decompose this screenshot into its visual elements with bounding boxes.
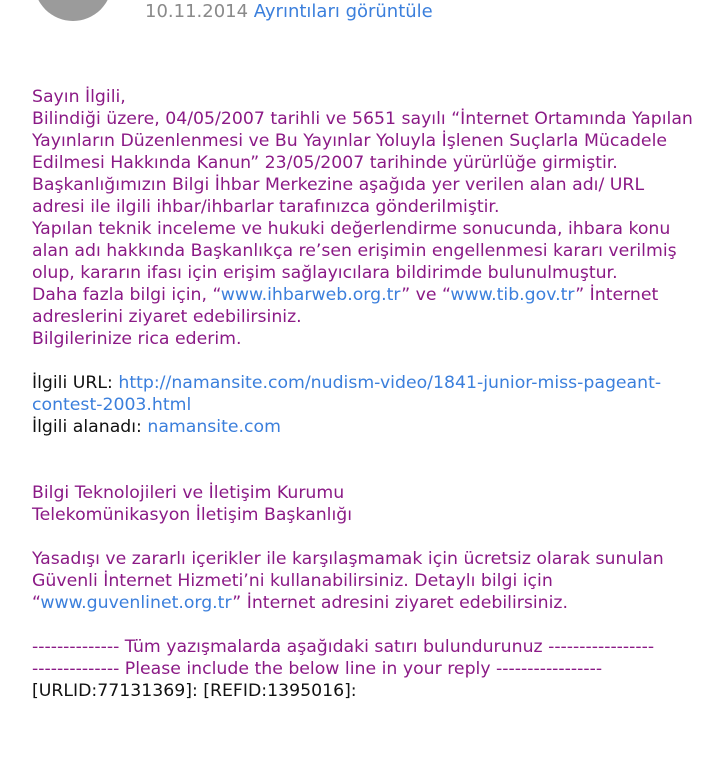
info-mid: ” ve “	[401, 285, 451, 305]
info-paragraph	[32, 284, 702, 328]
closing-line: Bilgilerinize rica ederim.	[32, 329, 242, 349]
related-url-link[interactable]: http://namansite.com/nudism-video/1841-junior-miss-pageant-contest-2003.html	[32, 373, 662, 415]
message-date: 10.11.2014	[145, 1, 249, 22]
spacer	[32, 438, 702, 482]
greeting: Sayın İlgili,	[32, 87, 126, 107]
related-url	[32, 372, 702, 416]
service-paragraph	[32, 548, 702, 614]
signature-line-1: Bilgi Teknolojileri ve İletişim Kurumu	[32, 483, 345, 503]
service-suffix: ” İnternet adresini ziyaret edebilirsiniz.	[232, 593, 568, 613]
spacer	[32, 350, 702, 372]
ihbarweb-link[interactable]: www.ihbarweb.org.tr	[220, 285, 402, 305]
guvenlinet-link[interactable]: www.guvenlinet.org.tr	[40, 593, 233, 613]
reply-instruction-en: -------------- Please include the below line in your reply -----------------	[32, 659, 603, 679]
info-suffix: ” İnternet adreslerini ziyaret edebilirsiniz.	[32, 285, 659, 327]
law-paragraph: Bilindiği üzere, 04/05/2007 tarihli ve 5651 sayılı “İnternet Ortamında Yapılan Yayınların Düzenlenmesi ve Bu Yayınlar Yoluyla İşlenen Suçlarla Mücadele Edilmesi Hakkında Kanun” 23/05/2007 tarihinde yürürlüğe girmiştir.	[32, 109, 693, 173]
info-prefix: Daha fazla bilgi için, “	[32, 285, 221, 305]
reference-ids: [URLID:77131369]: [REFID:1395016]:	[32, 681, 357, 701]
reply-instruction-tr: -------------- Tüm yazışmalarda aşağıdaki satırı bulundurunuz -----------------	[32, 637, 655, 657]
decision-paragraph: Yapılan teknik inceleme ve hukuki değerlendirme sonucunda, ihbara konu alan adı hakkında Başkanlıkça re’sen erişimin engellenmesi kararı verilmiş olup, kararın ifası için erişim sağlayıcılara bildirimde bulunulmuştur.	[32, 219, 677, 283]
notice-paragraph: Başkanlığımızın Bilgi İhbar Merkezine aşağıda yer verilen alan adı/ URL adresi ile ilgili ihbar/ihbarlar tarafınızca gönderilmiştir.	[32, 175, 645, 217]
message-header	[145, 0, 433, 24]
signature-line-2: Telekomünikasyon İletişim Başkanlığı	[32, 505, 353, 525]
message-body	[32, 86, 702, 702]
url-label: İlgili URL:	[32, 373, 119, 393]
tib-link[interactable]: www.tib.gov.tr	[450, 285, 576, 305]
related-domain	[32, 416, 702, 438]
sender-avatar[interactable]	[34, 0, 112, 21]
details-link[interactable]: Ayrıntıları görüntüle	[253, 1, 433, 22]
spacer	[32, 526, 702, 548]
related-domain-link[interactable]: namansite.com	[147, 417, 281, 437]
service-prefix: Yasadışı ve zararlı içerikler ile karşılaşmamak için ücretsiz olarak sunulan Güvenli İnternet Hizmeti’ni kullanabilirsiniz. Detaylı bilgi için “	[32, 549, 664, 613]
spacer	[32, 614, 702, 636]
domain-label: İlgili alanadı:	[32, 417, 148, 437]
